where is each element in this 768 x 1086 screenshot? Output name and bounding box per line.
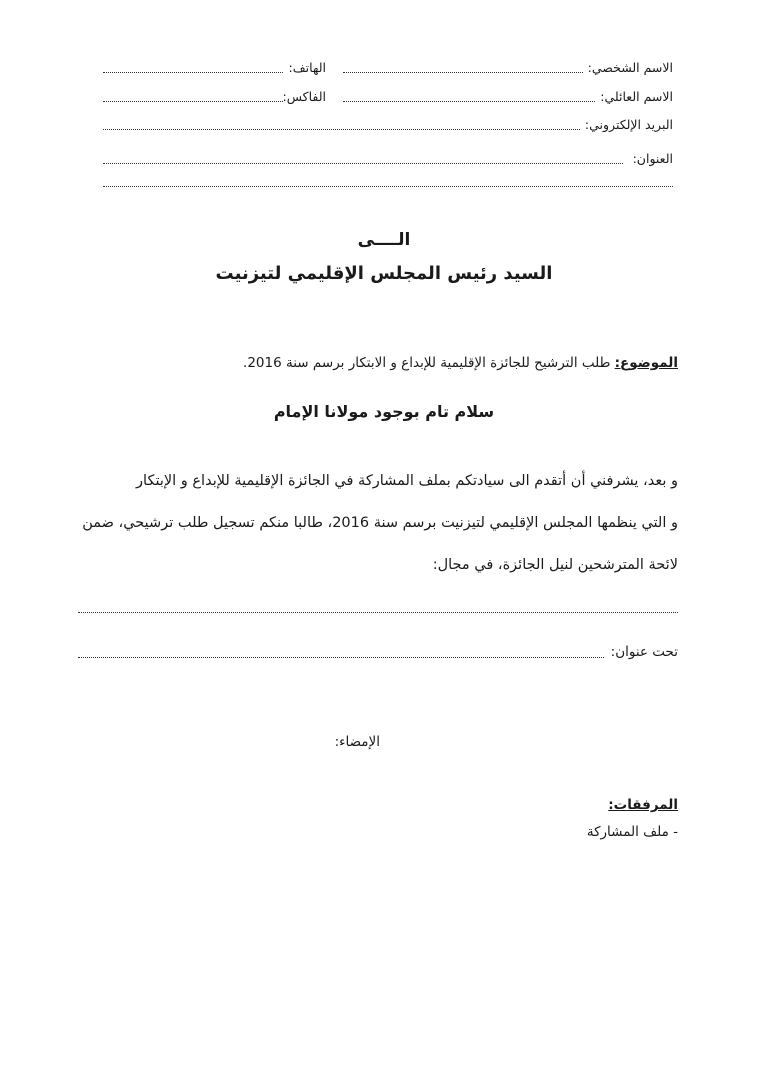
address-field[interactable]	[103, 163, 623, 164]
title-field-label: تحت عنوان:	[610, 644, 678, 660]
family-name-label: الاسم العائلي:	[600, 89, 673, 104]
attachments-label: المرفقات:	[608, 797, 678, 813]
subject-line	[243, 355, 678, 371]
phone-label: الهاتف:	[288, 60, 326, 75]
fax-field[interactable]	[103, 101, 283, 102]
email-field[interactable]	[103, 129, 580, 130]
attachment-item: - ملف المشاركة	[586, 824, 678, 840]
family-name-field[interactable]	[343, 101, 595, 102]
domain-field[interactable]	[78, 612, 678, 613]
email-label: البريد الإلكتروني:	[584, 117, 673, 132]
salutation: سلام تام بوجود مولانا الإمام	[273, 402, 495, 421]
body-line-3: لائحة المترشحين لنيل الجائزة، في مجال:	[432, 557, 678, 573]
title-field[interactable]	[78, 657, 604, 658]
recipient-to: الــــى	[357, 230, 411, 250]
subject-label: الموضوع:	[614, 355, 678, 371]
body-line-2: و التي ينظمها المجلس الإقليمي لتيزنيت برسم سنة 2016، طالبا منكم تسجيل طلب ترشيحي، ضمن	[82, 515, 678, 531]
first-name-label: الاسم الشخصي:	[587, 60, 673, 75]
address-field-line2[interactable]	[103, 186, 673, 187]
first-name-field[interactable]	[343, 72, 583, 73]
recipient-title: السيد رئيس المجلس الإقليمي لتيزنيت	[215, 263, 553, 284]
fax-label: الفاكس:	[282, 89, 326, 104]
signature-label: الإمضاء:	[334, 734, 380, 750]
address-label: العنوان:	[632, 151, 673, 166]
subject-text: طلب الترشيح للجائزة الإقليمية للإبداع و الابتكار برسم سنة 2016.	[243, 355, 615, 371]
body-line-1: و بعد، يشرفني أن أتقدم الى سيادتكم بملف المشاركة في الجائزة الإقليمية للإبداع و الإبتكار	[136, 473, 678, 489]
phone-field[interactable]	[103, 72, 283, 73]
